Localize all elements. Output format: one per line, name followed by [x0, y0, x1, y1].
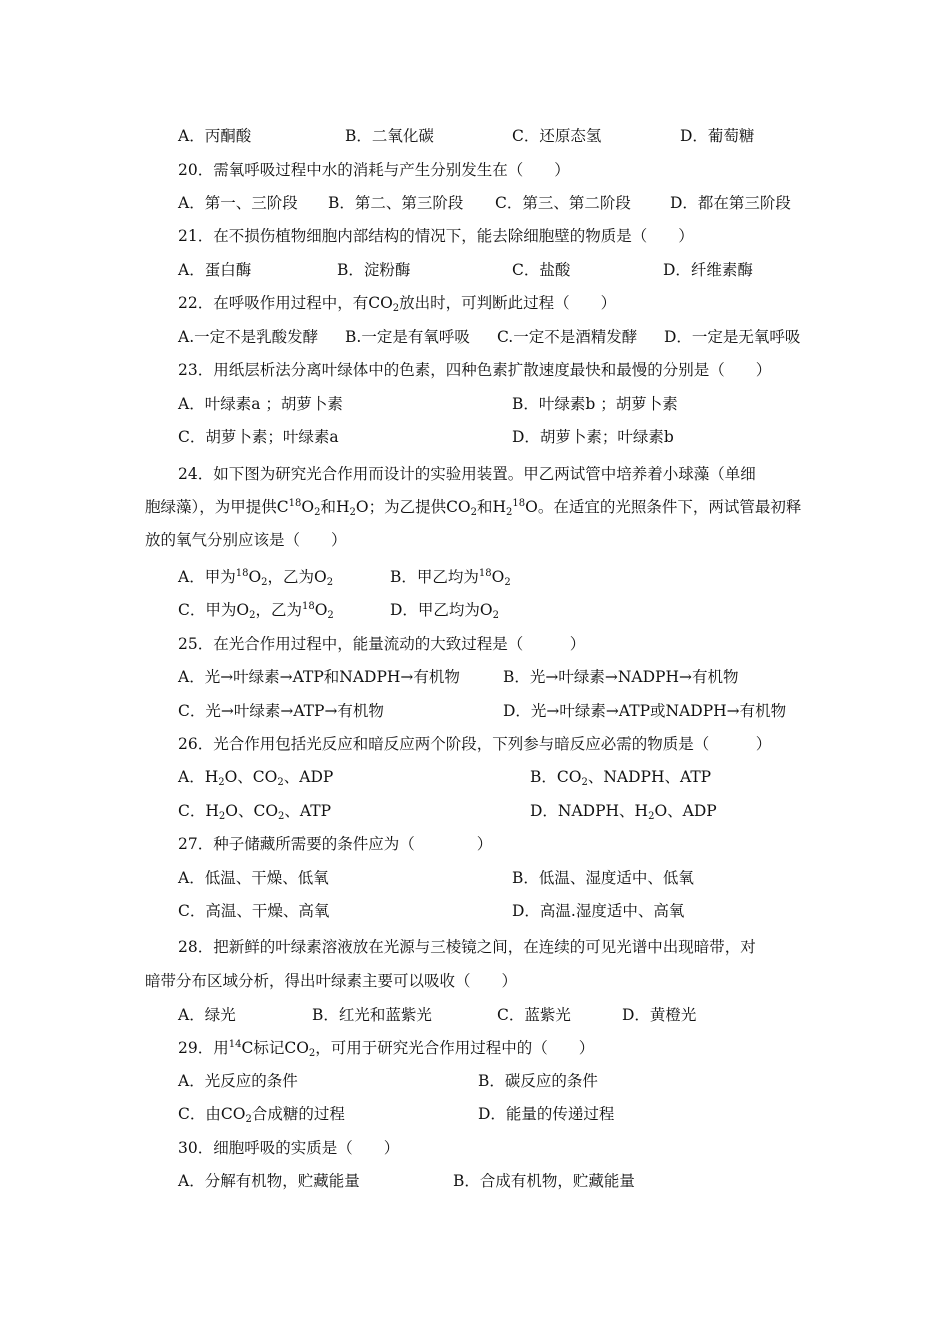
q28-stem-line1	[0, 930, 950, 964]
q25-option-b: B．光→叶绿素→NADPH→有机物	[503, 668, 739, 686]
q20-option-a: A．第一、三阶段	[178, 194, 298, 212]
q24-option-d	[390, 593, 499, 627]
q29-stem-sub: 2	[308, 1048, 316, 1059]
q21-options	[0, 253, 950, 287]
q25-options-row1	[0, 660, 950, 694]
q26-stem-text: 26．光合作用包括光反应和暗反应两个阶段，下列参与暗反应必需的物质是（ ）	[178, 735, 772, 753]
q24-l2-b: O	[301, 498, 315, 516]
q24-l2-sup1: 18	[288, 498, 302, 509]
q29-c-1: C．由CO	[178, 1105, 246, 1123]
q21-stem	[0, 219, 950, 253]
q27-option-a: A．低温、干燥、低氧	[178, 869, 329, 887]
q24-a-o: O	[248, 568, 262, 586]
q29-stem-2: C标记CO	[241, 1039, 309, 1057]
q24-l2-sub4: 2	[506, 507, 513, 518]
q23-stem	[0, 353, 950, 387]
q24-c-sup: 18	[301, 601, 315, 612]
q26-c-2: O、CO	[225, 802, 279, 820]
q26-c-3: 、ATP	[284, 802, 332, 820]
q29-option-b: B．碳反应的条件	[478, 1072, 598, 1090]
q23-stem-text: 23．用纸层析法分离叶绿体中的色素，四种色素扩散速度最快和最慢的分别是（ ）	[178, 361, 772, 379]
q27-option-b: B．低温、湿度适中、低氧	[512, 869, 694, 887]
q26-b-2: 、NADPH、ATP	[587, 768, 712, 786]
q27-options-row1	[0, 861, 950, 895]
q29-stem-sup: 14	[228, 1039, 242, 1050]
q20-option-d: D．都在第三阶段	[670, 194, 791, 212]
q24-stem-line3	[0, 523, 950, 557]
q29-option-d: D．能量的传递过程	[478, 1105, 615, 1123]
q24-l2-a: 胞绿藻），为甲提供C	[145, 498, 289, 516]
q21-option-b: B．淀粉酶	[337, 261, 411, 279]
q30-stem	[0, 1131, 950, 1165]
q26-c-s2: 2	[278, 811, 285, 822]
q27-stem-text: 27．种子储藏所需要的条件应为（ ）	[178, 835, 493, 853]
q21-option-a: A．蛋白酶	[178, 261, 252, 279]
q29-stem	[0, 1031, 950, 1065]
q30-option-b: B．合成有机物，贮藏能量	[453, 1172, 635, 1190]
q25-stem	[0, 627, 950, 661]
q23-options-row2	[0, 420, 950, 454]
q24-d-pre: D．甲乙均为O	[390, 601, 493, 619]
q29-c-2: 合成糖的过程	[251, 1105, 345, 1123]
q22-stem	[0, 286, 950, 320]
q29-stem-text	[178, 1031, 594, 1065]
q29-stem-1: 29．用	[178, 1039, 229, 1057]
q21-stem-text: 21．在不损伤植物细胞内部结构的情况下，能去除细胞壁的物质是（ ）	[178, 227, 694, 245]
q25-stem-text: 25．在光合作用过程中，能量流动的大致过程是（ ）	[178, 635, 586, 653]
q24-a-mid: ，乙为O	[267, 568, 327, 586]
q20-option-b: B．第二、第三阶段	[328, 194, 464, 212]
q26-a-s1: 2	[218, 777, 225, 788]
q26-c-s1: 2	[218, 811, 226, 822]
q29-option-c	[178, 1097, 345, 1131]
q24-options-row2	[0, 593, 950, 627]
q22-options	[0, 320, 950, 354]
q24-option-a	[178, 560, 333, 594]
q24-c-o: O	[314, 601, 328, 619]
q29-options-row1	[0, 1064, 950, 1098]
q26-option-b	[530, 760, 711, 794]
q24-a-sub2: 2	[326, 577, 334, 588]
q24-l2-sub3: 2	[470, 507, 478, 518]
q22-stem-sub: 2	[392, 303, 400, 314]
q26-a-3: 、ADP	[283, 768, 334, 786]
q26-options-row2	[0, 794, 950, 828]
q24-a-pre: A．甲为	[178, 568, 236, 586]
q28-option-d: D．黄橙光	[622, 1006, 697, 1024]
q26-a-2: O、CO	[224, 768, 278, 786]
q26-option-a	[178, 760, 333, 794]
q26-d-s1: 2	[648, 811, 655, 822]
q21-option-d: D．纤维素酶	[663, 261, 753, 279]
q25-option-c: C．光→叶绿素→ATP→有机物	[178, 702, 384, 720]
q22-option-a: A.一定不是乳酸发酵	[178, 328, 319, 346]
q19-option-c: C．还原态氢	[512, 127, 602, 145]
q29-option-a: A．光反应的条件	[178, 1072, 298, 1090]
q19-options	[0, 119, 950, 153]
q24-l2-sup2: 18	[512, 498, 526, 509]
q27-option-c: C．高温、干燥、高氧	[178, 902, 330, 920]
q28-stem-line2-text: 暗带分布区域分析，得出叶绿素主要可以吸收（ ）	[145, 972, 518, 990]
q28-option-b: B．红光和蓝紫光	[312, 1006, 432, 1024]
q24-l2-c: 和H	[320, 498, 350, 516]
q27-options-row2	[0, 894, 950, 928]
q26-c-1: C．H	[178, 802, 219, 820]
q23-option-a: A．叶绿素a ；胡萝卜素	[178, 395, 343, 413]
q22-stem-pre: 22．在呼吸作用过程中，有CO	[178, 294, 393, 312]
q24-d-sub: 2	[492, 610, 500, 621]
q30-option-a: A．分解有机物，贮藏能量	[178, 1172, 360, 1190]
q26-a-s2: 2	[277, 777, 284, 788]
q27-stem	[0, 827, 950, 861]
q24-stem-line3-text: 放的氧气分别应该是（ ）	[145, 531, 347, 549]
q24-b-o: O	[491, 568, 505, 586]
q22-stem-text	[178, 286, 616, 320]
q29-stem-3: ，可用于研究光合作用过程中的（ ）	[315, 1039, 595, 1057]
q20-stem	[0, 153, 950, 187]
q26-option-c	[178, 794, 331, 828]
q22-option-c: C.一定不是酒精发酵	[497, 328, 638, 346]
q24-option-c	[178, 593, 334, 627]
q24-c-sub: 2	[249, 610, 256, 621]
q26-a-1: A．H	[178, 768, 219, 786]
q21-option-c: C．盐酸	[512, 261, 571, 279]
q30-stem-text: 30．细胞呼吸的实质是（ ）	[178, 1139, 400, 1157]
q26-options-row1	[0, 760, 950, 794]
q24-c-pre: C．甲为O	[178, 601, 250, 619]
q26-b-s1: 2	[581, 777, 588, 788]
q24-stem-line2	[0, 490, 950, 524]
q24-c-mid: ，乙为	[255, 601, 302, 619]
q24-l2-sub1: 2	[314, 507, 321, 518]
q24-stem-line1-text: 24．如下图为研究光合作用而设计的实验用装置。甲乙两试管中培养着小球藻（单细	[178, 465, 756, 483]
q28-stem-line1-text: 28．把新鲜的叶绿素溶液放在光源与三棱镜之间，在连续的可见光谱中出现暗带，对	[178, 938, 756, 956]
q23-option-c: C．胡萝卜素；叶绿素a	[178, 428, 339, 446]
q26-d-1: D．NADPH、H	[530, 802, 649, 820]
q23-option-d: D．胡萝卜素；叶绿素b	[512, 428, 674, 446]
q25-option-a: A．光→叶绿素→ATP和NADPH→有机物	[178, 668, 460, 686]
q24-a-sub: 2	[261, 577, 268, 588]
q22-option-b: B.一定是有氧呼吸	[345, 328, 470, 346]
q26-d-2: O、ADP	[654, 802, 717, 820]
q24-l2-sub2: 2	[349, 507, 356, 518]
q22-option-d: D．一定是无氧呼吸	[664, 328, 801, 346]
q29-c-sub: 2	[245, 1114, 252, 1125]
q24-l2-e: 和H	[477, 498, 507, 516]
q28-option-a: A．绿光	[178, 1006, 236, 1024]
q24-b-sup: 18	[478, 568, 492, 579]
q24-stem-line2-text	[145, 490, 801, 524]
q26-b-1: B．CO	[530, 768, 582, 786]
q24-b-pre: B．甲乙均为	[390, 568, 479, 586]
q20-stem-text: 20．需氧呼吸过程中水的消耗与产生分别发生在（ ）	[178, 161, 570, 179]
q23-options-row1	[0, 387, 950, 421]
q24-a-sup: 18	[235, 568, 249, 579]
q20-options	[0, 186, 950, 220]
q30-options	[0, 1164, 950, 1198]
q23-option-b: B．叶绿素b ；胡萝卜素	[512, 395, 678, 413]
q28-option-c: C．蓝紫光	[497, 1006, 571, 1024]
q24-options-row1	[0, 560, 950, 594]
q29-options-row2	[0, 1097, 950, 1131]
q19-option-b: B．二氧化碳	[345, 127, 434, 145]
q26-stem	[0, 727, 950, 761]
q28-stem-line2	[0, 964, 950, 998]
q24-stem-line1	[0, 457, 950, 491]
q24-c-sub2: 2	[327, 610, 334, 621]
q24-b-sub: 2	[504, 577, 511, 588]
q25-options-row2	[0, 694, 950, 728]
q19-option-a: A．丙酮酸	[178, 127, 252, 145]
q26-option-d	[530, 794, 717, 828]
q24-l2-d: O；为乙提供CO	[355, 498, 471, 516]
q20-option-c: C．第三、第二阶段	[495, 194, 631, 212]
q24-l2-f: O。在适宜的光照条件下，两试管最初释	[525, 498, 802, 516]
q28-options	[0, 998, 950, 1032]
q22-stem-post: 放出时，可判断此过程（ ）	[399, 294, 617, 312]
q27-option-d: D．高温.湿度适中、高氧	[512, 902, 685, 920]
q25-option-d: D．光→叶绿素→ATP或NADPH→有机物	[503, 702, 787, 720]
q24-option-b	[390, 560, 511, 594]
q19-option-d: D．葡萄糖	[680, 127, 755, 145]
